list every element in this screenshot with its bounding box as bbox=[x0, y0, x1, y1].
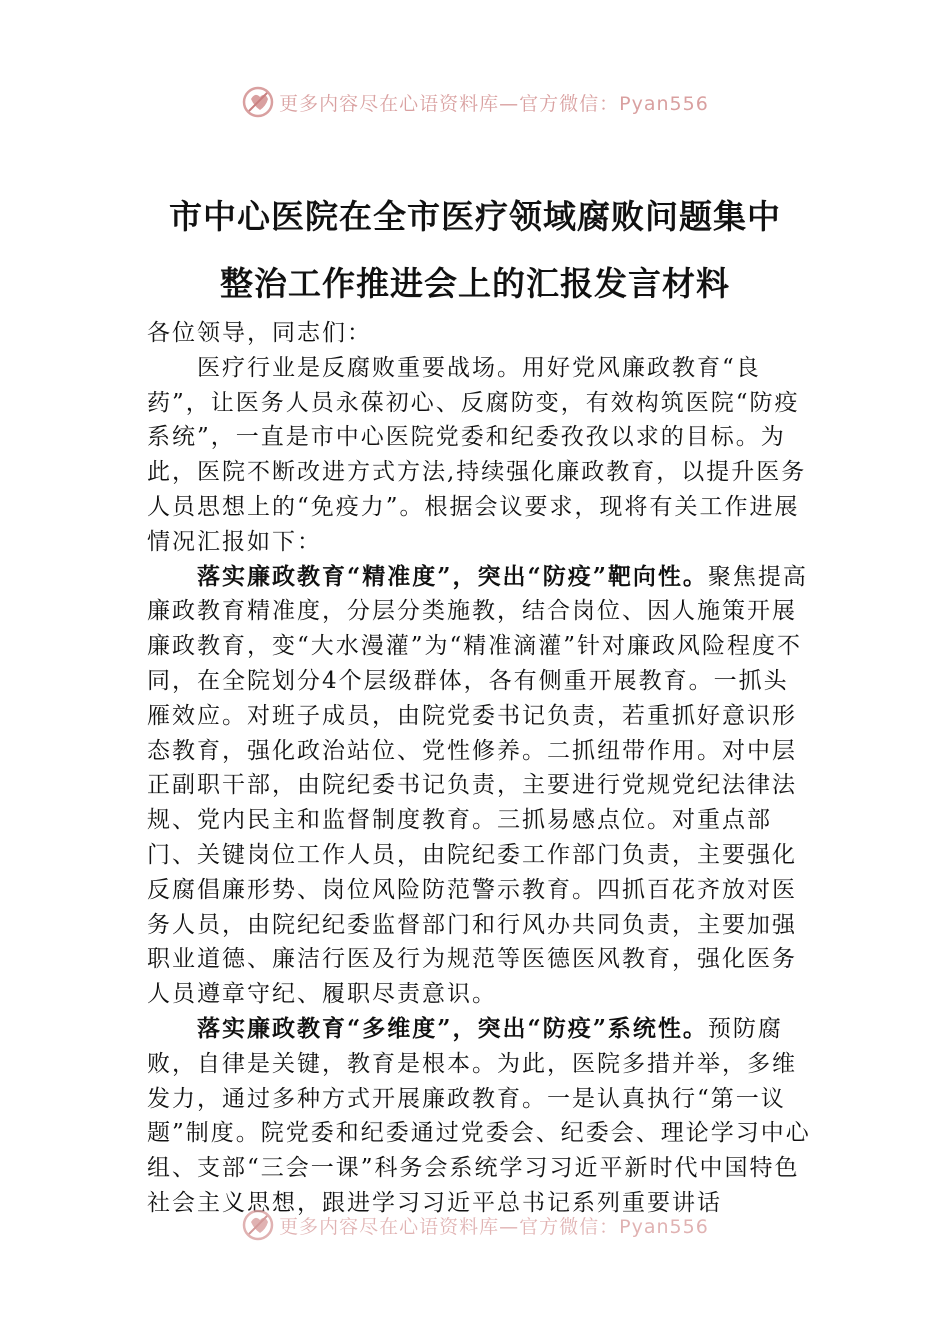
section-1-text: 聚焦提高廉政教育精准度，分层分类施教，结合岗位、因人施策开展廉政教育，变“大水漫灌”为“精准滴灌”针对廉政风险程度不同，在全院划分4个层级群体，各有侧重开展教育。一抓头雁效应。对班子成员，由院党委书记负责，若重抓好意识形态教育，强化政治站位、党性修养。二抓纽带作用。对中层正副职干部，由院纪委书记负责，主要进行党规党纪法律法规、党内民主和监督制度教育。三抓易感点位。对重点部门、关键岗位工作人员，由院纪委工作部门负责，主要强化反腐倡廉形势、岗位风险防范警示教育。四抓百花齐放对医务人员，由院纪纪委监督部门和行风办共同负责，主要加强职业道德、廉洁行医及行为规范等医德医风教育，强化医务人员遵章守纪、履职尽责意识。 bbox=[147, 563, 808, 1008]
paragraph-section-1 bbox=[147, 560, 812, 1012]
watermark-text: 更多内容尽在心语资料库—官方微信：Pyan556 bbox=[279, 1215, 709, 1238]
watermark-header bbox=[0, 82, 950, 122]
section-2-heading: 落实廉政教育“多维度”，突出“防疫”系统性。 bbox=[197, 1014, 708, 1042]
watermark-footer bbox=[0, 1205, 950, 1245]
section-2-text: 预防腐败，自律是关键，教育是根本。为此，医院多措并举，多维发力，通过多种方式开展廉政教育。一是认真执行“第一议题”制度。院党委和纪委通过党委会、纪委会、理论学习中心组、支部“三会一课”科务会系统学习习近平新时代中国特色社会主义思想，跟进学习习近平总书记系列重要讲话 bbox=[147, 1015, 811, 1216]
document-title-line-1: 市中心医院在全市医疗领域腐败问题集中 bbox=[169, 197, 781, 236]
greeting: 各位领导，同志们： bbox=[147, 320, 372, 346]
heart-logo-icon bbox=[241, 1208, 275, 1242]
document-title-line-2: 整治工作推进会上的汇报发言材料 bbox=[220, 264, 730, 303]
paragraph-intro: 医疗行业是反腐败重要战场。用好党风廉政教育“良药”，让医务人员永葆初心、反腐防变，有效构筑医院“防疫系统”，一直是市中心医院党委和纪委孜孜以求的目标。为此，医院不断改进方式方法,持续强化廉政教育，以提升医务人员思想上的“免疫力”。根据会议要求，现将有关工作进展情况汇报如下： bbox=[147, 354, 807, 555]
heart-logo-icon bbox=[241, 85, 275, 119]
paragraph-section-2 bbox=[147, 1012, 812, 1221]
document-body bbox=[147, 316, 812, 1221]
watermark-text: 更多内容尽在心语资料库—官方微信：Pyan556 bbox=[279, 92, 709, 115]
section-1-heading: 落实廉政教育“精准度”，突出“防疫”靶向性。 bbox=[197, 562, 708, 590]
